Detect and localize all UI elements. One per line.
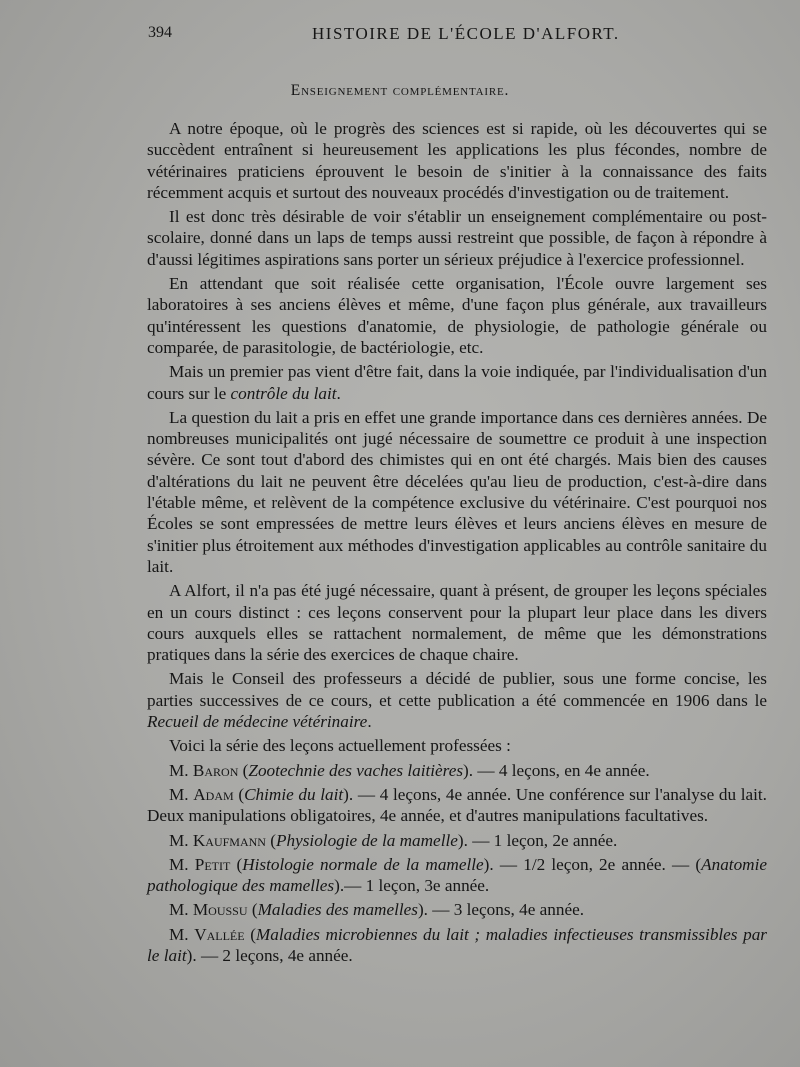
lesson-entry xyxy=(147,899,767,920)
lesson-subject: Histologie normale de la mamelle xyxy=(242,854,484,874)
professor-name: Adam xyxy=(193,784,234,804)
lesson-detail: ).— 1 leçon, 3e année. xyxy=(334,876,490,896)
lesson-detail: ). — 4 leçons, 4e année. Une conférence sur l'analyse du lait. Deux manipulations obligatoires, 4e année, et d'autres manipulations facultatives. xyxy=(147,784,767,826)
lesson-prefix: M. xyxy=(169,854,195,874)
running-header xyxy=(148,24,628,46)
paragraph-text: Mais un premier pas vient d'être fait, dans la voie indiquée, par l'individualisation d'un cours sur le xyxy=(147,362,767,403)
body-text xyxy=(147,118,767,969)
lesson-detail: ). — 2 leçons, 4e année. xyxy=(186,945,353,965)
lesson-subject: Anatomie pathologique des mamelles xyxy=(147,854,767,896)
professor-name: Petit xyxy=(194,854,231,874)
lesson-open: ( xyxy=(230,854,243,874)
running-title: HISTOIRE DE L'ÉCOLE D'ALFORT. xyxy=(312,24,620,43)
lesson-detail: ). — 1/2 leçon, 2e année. — ( xyxy=(483,854,702,874)
lesson-open: ( xyxy=(247,900,258,920)
lesson-detail: ). — 1 leçon, 2e année. xyxy=(457,830,618,850)
lesson-open: ( xyxy=(238,760,249,780)
paragraph-end: . xyxy=(367,712,372,732)
lesson-open: ( xyxy=(244,924,256,944)
italic-phrase: Recueil de médecine vétérinaire xyxy=(147,712,368,732)
paragraph: Il est donc très désirable de voir s'établir un enseignement complémentaire ou post-scolaire, donné dans un laps de temps aussi restreint que possible, de façon à répondre à d'aussi légitimes aspirations sans porter un sérieux préjudice à l'exercice professionnel. xyxy=(147,207,767,269)
paragraph: A Alfort, il n'a pas été jugé nécessaire, quant à présent, de grouper les leçons spéciales en un cours distinct : ces leçons conservent pour la plupart leur place dans les divers cours auxquels elles se rattachent normalement, de même que les démonstrations pratiques dans la série des exercices de chaque chaire. xyxy=(147,581,767,665)
section-title: Enseignement complémentaire. xyxy=(290,82,510,99)
paragraph-end: . xyxy=(336,383,341,403)
lesson-subject: Zootechnie des vaches laitières xyxy=(248,760,464,780)
paragraph: A notre époque, où le progrès des sciences est si rapide, où les découvertes qui se succèdent entraînent si heureusement les applications les plus fécondes, nombre de vétérinaires praticiens éprouvent le besoin de s'initier à la connaissance des faits récemment acquis et surtout des nouveaux procédés d'investigation ou de traitement. xyxy=(147,119,767,202)
paragraph-text: Mais le Conseil des professeurs a décidé de publier, sous une forme concise, les parties successives de ce cours, et cette publication a été commencée en 1906 dans le xyxy=(147,669,767,710)
paragraph: La question du lait a pris en effet une grande importance dans ces dernières années. De nombreuses municipalités ont jugé nécessaire de soumettre ce produit à une inspection sévère. Ce sont tout d'abord des chimistes qui en ont été chargés. Mais bien des causes d'altérations du lait ne peuvent être décelées qu'au lieu de production, c'est-à-dire dans l'étable même, et relèvent de la compétence exclusive du vétérinaire. C'est pourquoi nos Écoles se sont empressées de mettre leurs élèves et leurs anciens élèves en mesure de s'initier plus étroitement aux méthodes d'investigation applicables au contrôle sanitaire du lait. xyxy=(147,407,767,576)
professor-name: Kaufmann xyxy=(192,830,266,850)
lesson-entry xyxy=(147,760,767,781)
lesson-detail: ). — 4 leçons, en 4e année. xyxy=(463,760,650,780)
professor-name: Vallée xyxy=(194,924,245,944)
lesson-detail: ). — 3 leçons, 4e année. xyxy=(417,900,585,920)
italic-phrase: contrôle du lait xyxy=(230,383,337,403)
lesson-entry xyxy=(147,924,767,967)
professor-name: Baron xyxy=(192,760,239,780)
paragraph: En attendant que soit réalisée cette organisation, l'École ouvre largement ses laboratoires à ses anciens élèves et même, d'une façon plus générale, aux travailleurs qu'intéressent les questions d'anatomie, de physiologie, de pathologie générale ou comparée, de parasitologie, de bactériologie, etc. xyxy=(147,274,767,357)
lesson-prefix: M. xyxy=(169,760,193,780)
professor-name: Moussu xyxy=(192,900,248,920)
lesson-subject: Maladies microbiennes du lait ; maladies infectieuses transmissibles par le lait xyxy=(147,924,767,965)
lesson-open: ( xyxy=(265,830,277,850)
lesson-open: ( xyxy=(233,784,245,804)
lesson-subject: Chimie du lait xyxy=(244,784,344,804)
lesson-entry xyxy=(147,830,767,851)
lesson-prefix: M. xyxy=(169,900,193,920)
lesson-subject: Maladies des mamelles xyxy=(257,900,418,920)
lesson-prefix: M. xyxy=(169,924,195,944)
lesson-entry xyxy=(147,784,767,827)
lesson-entry xyxy=(147,854,767,897)
list-intro: Voici la série des leçons actuellement professées : xyxy=(169,736,511,756)
paragraph xyxy=(147,361,767,404)
lesson-subject: Physiologie de la mamelle xyxy=(276,830,458,850)
lesson-prefix: M. xyxy=(169,830,193,850)
paragraph xyxy=(147,668,767,732)
lesson-prefix: M. xyxy=(169,784,194,804)
page-number: 394 xyxy=(148,24,172,41)
